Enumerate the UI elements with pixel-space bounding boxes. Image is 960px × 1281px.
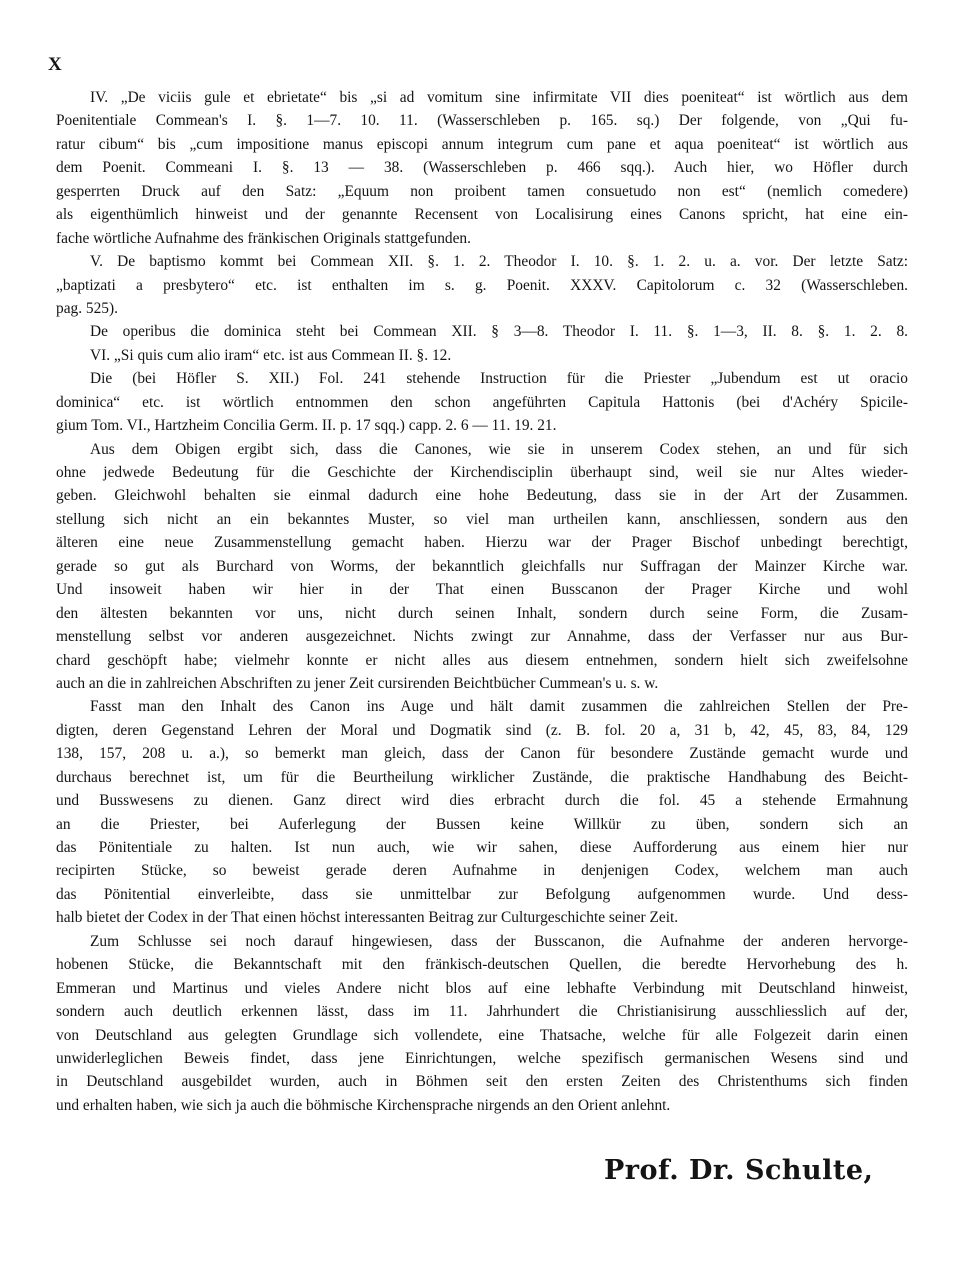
text-line: recipirten Stücke, so beweist gerade deren Aufnahme in denjenigen Codex, welchem man auch	[56, 862, 908, 880]
text-line: Zum Schlusse sei noch darauf hingewiesen, dass der Busscanon, die Aufnahme der anderen hervorge-	[90, 932, 908, 950]
text-line: „baptizati a presbytero“ etc. ist enthalten im s. g. Poenit. XXXV. Capitolorum c. 32 (Wasserschleben.	[56, 276, 908, 294]
text-line: VI. „Si quis cum alio iram“ etc. ist aus Commean II. §. 12.	[90, 346, 452, 364]
text-line: gerade so gut als Burchard von Worms, der bekanntlich gleichfalls nur Suffragan der Mainzer Kirche war.	[56, 557, 908, 575]
text-line: ohne jedwede Bedeutung für die Geschichte der Kirchendisciplin überhaupt sind, weil sie nur Altes wieder-	[56, 464, 908, 481]
text-line: älteren eine neue Zusammenstellung gemacht haben. Hierzu war der Prager Bischof unbedingt berechtigt,	[56, 534, 908, 552]
text-line: auch an die in zahlreichen Abschriften zu jener Zeit cursirenden Beichtbücher Cummean's u. s. w.	[56, 674, 659, 692]
text-line: Fasst man den Inhalt des Canon ins Auge und hält damit zusammen die zahlreichen Stellen der Pre-	[90, 698, 908, 716]
text-line: durchaus berechnet ist, um für die Beurtheilung wirklicher Zustände, die praktische Handhabung des Beicht-	[56, 768, 908, 786]
text-line: digten, deren Gegenstand Lehren der Moral und Dogmatik sind (z. B. fol. 20 a, 31 b, 42, 45, 83, 84, 129	[56, 721, 908, 739]
text-line: dominica“ etc. ist wörtlich entnommen den schon angeführten Capitula Hattonis (bei d'Achéry Spicile-	[56, 393, 908, 411]
text-line: gesperrten Druck auf den Satz: „Equum non proibent tamen consuetudo non est“ (nemlich comedere)	[56, 182, 908, 200]
text-line: stellung sich nicht an ein bekanntes Muster, so viel man urtheilen kann, anschliessen, sondern aus den	[56, 510, 908, 528]
text-line: IV. „De viciis gule et ebrietate“ bis „si ad vomitum sine infirmitate VII dies poeniteat“ ist wörtlich aus dem	[90, 89, 908, 106]
text-line: ratur cibum“ bis „cum impositione manus episcopi annum integrum cum pane et aqua poeniteat“ ist wörtlich aus	[56, 135, 908, 153]
author-signature: Prof. Dr. Schulte,	[604, 1155, 874, 1186]
text-line: fache wörtliche Aufnahme des fränkischen Originals stattgefunden.	[56, 229, 471, 247]
body-text	[56, 86, 908, 1117]
text-line: Und insoweit haben wir hier in der That einen Busscanon der Prager Kirche und wohl	[56, 581, 908, 599]
text-line: halb bietet der Codex in der That einen höchst interessanten Beitrag zur Culturgeschichte seiner Zeit.	[56, 909, 679, 927]
text-line: Aus dem Obigen ergibt sich, dass die Canones, wie sie in unserem Codex stehen, an und für sich	[90, 440, 908, 458]
text-line: Die (bei Höfler S. XII.) Fol. 241 stehende Instruction für die Priester „Jubendum est ut oracio	[90, 370, 908, 388]
text-line: chard geschöpft habe; vielmehr konnte er nicht alles aus diesem entnehmen, sondern hielt sich zweifelsohne	[56, 651, 908, 669]
text-line: 138, 157, 208 u. a.), so bemerkt man gleich, dass der Canon für besondere Zustände gemacht wurde und	[56, 745, 908, 763]
text-line: dem Poenit. Commeani I. §. 13 — 38. (Wasserschleben p. 466 sqq.). Auch hier, wo Höfler durch	[56, 159, 908, 177]
text-line: V. De baptismo kommt bei Commean XII. §. 1. 2. Theodor I. 10. §. 1. 2. u. a. vor. Der letzte Satz:	[90, 253, 908, 271]
text-line: pag. 525).	[56, 299, 118, 317]
text-line: den ältesten bekannten vor uns, nicht durch seinen Inhalt, sondern durch seine Form, die Zusam-	[56, 604, 908, 622]
text-line: das Pönitentiale zu halten. Ist nun auch, wie wir sahen, diese Aufforderung aus einem hier nur	[56, 839, 908, 856]
text-line: unwiderleglichen Beweis findet, dass jene Einrichtungen, welche spezifisch germanischen Wesens sind und	[56, 1049, 908, 1067]
page-number: X	[48, 54, 63, 75]
text-line: menstellung selbst vor anderen ausgezeichnet. Nichts zwingt zur Annahme, dass der Verfasser nur aus Bur-	[56, 628, 908, 646]
text-line: und Busswesens zu dienen. Ganz direct wird dies erbracht durch die fol. 45 a stehende Ermahnung	[56, 792, 908, 810]
text-line: gium Tom. VI., Hartzheim Concilia Germ. II. p. 17 sqq.) capp. 2. 6 — 11. 19. 21.	[56, 417, 557, 435]
text-line: an die Priester, bei Auferlegung der Bussen keine Willkür zu üben, sondern sich an	[56, 815, 908, 833]
text-line: sondern auch deutlich erkennen lässt, dass im 11. Jahrhundert die Christianisirung ausschliesslich auf der,	[56, 1003, 908, 1021]
text-line: in Deutschland ausgebildet wurden, auch in Böhmen seit den ersten Zeiten des Christenthums sich finden	[56, 1073, 908, 1091]
text-line: De operibus die dominica steht bei Commean XII. § 3—8. Theodor I. 11. §. 1—3, II. 8. §. 1. 2. 8.	[90, 323, 908, 341]
text-line: und erhalten haben, wie sich ja auch die böhmische Kirchensprache nirgends an den Orient anlehnt.	[56, 1096, 671, 1114]
text-line: als eigenthümlich hinweist und der genannte Recensent von Localisirung eines Canons spricht, hat eine ein-	[56, 206, 908, 224]
text-line: das Pönitential einverleibte, dass sie unmittelbar zur Befolgung aufgenommen wurde. Und dess-	[56, 885, 908, 903]
text-line: Poenitentiale Commean's I. §. 1—7. 10. 11. (Wasserschleben p. 165. sq.) Der folgende, von „Qui fu-	[56, 112, 908, 130]
text-line: Emmeran und Martinus und vieles Andere nicht blos auf eine lebhafte Verbindung mit Deutschland hinweist,	[56, 979, 908, 997]
text-line: hobenen Stücke, die Bekanntschaft mit den fränkisch-deutschen Quellen, die beredte Hervorhebung des h.	[56, 956, 908, 974]
text-line: geben. Gleichwohl behalten sie einmal dadurch eine hohe Bedeutung, dass sie in der Art der Zusammen.	[56, 487, 908, 505]
text-line: von Deutschland aus gelegten Grundlage sich vollendete, eine Thatsache, welche für alle Folgezeit darin einen	[56, 1026, 908, 1044]
